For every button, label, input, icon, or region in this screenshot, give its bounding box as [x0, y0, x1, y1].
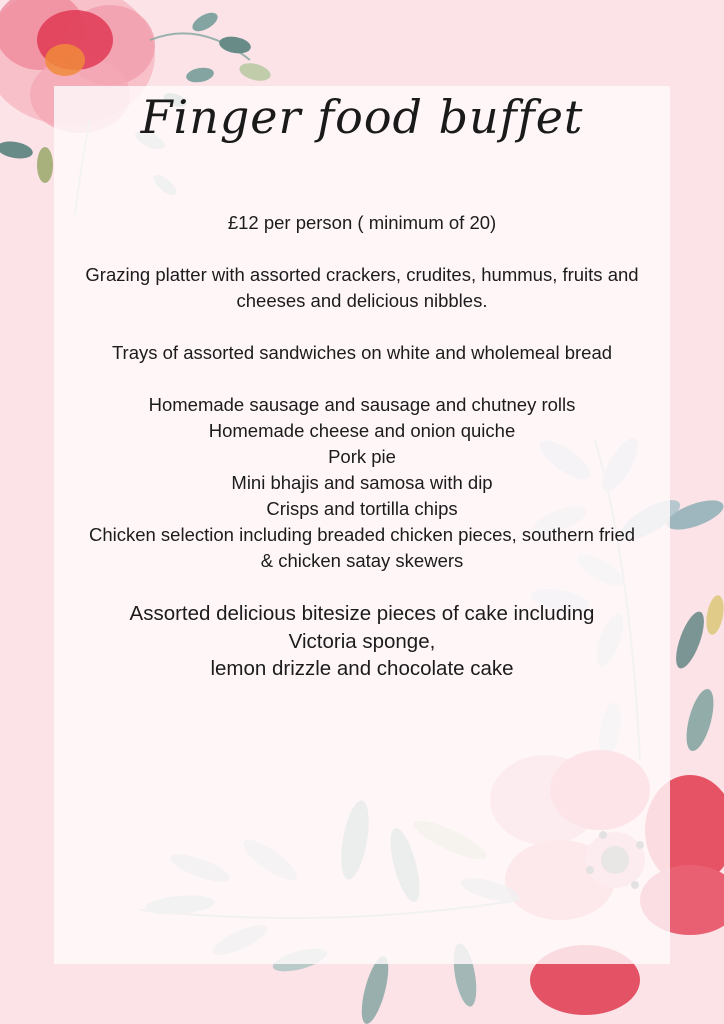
sandwiches-text: Trays of assorted sandwiches on white and wholemeal bread — [111, 342, 613, 363]
cake-line: Assorted delicious bitesize pieces of cake including — [129, 602, 595, 625]
grazing-line: Grazing platter with assorted crackers, crudites, hummus, fruits and — [85, 264, 639, 285]
menu-item: Pork pie — [328, 446, 396, 467]
cake-line: lemon drizzle and chocolate cake — [210, 657, 514, 680]
cake-line: Victoria sponge, — [288, 629, 436, 653]
menu-item: Chicken selection including breaded chicken pieces, southern fried — [88, 524, 636, 545]
page-title: Finger food buffet — [140, 90, 584, 144]
menu-item: Homemade cheese and onion quiche — [208, 420, 516, 441]
menu-item: Mini bhajis and samosa with dip — [231, 472, 493, 493]
menu-item: & chicken satay skewers — [260, 550, 464, 571]
menu-content — [54, 210, 670, 683]
menu-item: Homemade sausage and sausage and chutney rolls — [148, 394, 576, 415]
price-text: £12 per person ( minimum of 20) — [227, 212, 497, 233]
menu-item: Crisps and tortilla chips — [266, 498, 458, 519]
grazing-line: cheeses and delicious nibbles. — [236, 290, 488, 311]
